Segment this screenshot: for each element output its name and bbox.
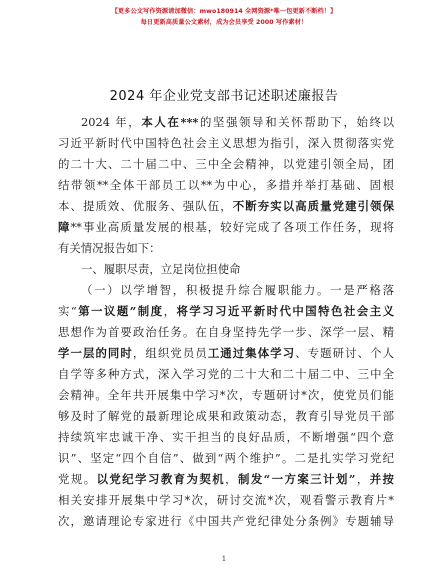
text-run: 相关安排开展集中学习*次，研讨交流*次，观看警示教育片* (58, 493, 394, 507)
bold-text-run: 学一层的同时 (58, 346, 133, 360)
text-line (58, 217, 394, 238)
text-run: 持续筑牢忠诚干净、实干担当的良好品质，不断增强“四个意 (58, 430, 394, 444)
promo-banner (0, 6, 448, 28)
text-line (58, 196, 394, 217)
text-line (58, 469, 394, 490)
text-line (58, 511, 394, 532)
text-run: ， (163, 304, 177, 318)
paragraph (58, 112, 394, 259)
bold-text-run: 本人在*** (141, 115, 199, 129)
text-run: （一）以学增智，积极提升综合履职能力。一是严格落 (81, 283, 394, 297)
text-run: 会精神。全年共开展集中学习*次，专题研讨*次，使党员们能 (58, 388, 394, 402)
bold-text-run: 工通过集体学习 (207, 346, 296, 360)
text-line (58, 364, 394, 385)
text-line (58, 238, 394, 259)
text-line (58, 154, 394, 175)
text-line (58, 322, 394, 343)
text-run: 2024 年， (81, 115, 142, 129)
text-run: 、专题研讨、个人 (295, 346, 394, 360)
document-title: 2024 年企业党支部书记述职述廉报告 (109, 89, 339, 104)
text-line (58, 490, 394, 511)
text-run: 习近平新时代中国特色社会主义思想为指引，深入贯彻落实党 (58, 136, 394, 150)
text-line (58, 175, 394, 196)
promo-line-1: 【更多公文写作资源请加微信：mwo180914 全网资源*唯一包更新不断档！】 (111, 8, 337, 15)
text-line (58, 259, 394, 280)
text-run: ， (355, 472, 370, 486)
bold-text-run: 障 (58, 220, 71, 234)
text-line (58, 343, 394, 364)
text-line (58, 280, 394, 301)
text-line (58, 406, 394, 427)
promo-line-2: 每日更新高质量公文素材，成为会员享受 2000 写作素材！ (140, 19, 308, 26)
text-run: 结带领**全体干部员工以**为中心，多措并举打基础、固根 (58, 178, 394, 192)
bold-text-run: 并按 (369, 472, 394, 486)
text-run: 本、提质效、优服务、强队伍， (58, 199, 233, 213)
bold-text-run: 制发“一方案三计划” (237, 472, 356, 486)
text-run: ， (225, 472, 238, 486)
page-number: 1 (221, 555, 227, 563)
text-run: 实“ (58, 304, 77, 318)
text-run: 的二十大、二十届二中、三中全会精神，以党建引领全局，团 (58, 157, 394, 171)
text-run: 思想作为首要政治任务。在自身坚持先学一步、深学一层、精 (58, 325, 394, 339)
text-line (58, 427, 394, 448)
text-run: ，组织党员员 (132, 346, 208, 360)
text-run: 有关情况报告如下： (58, 241, 161, 255)
bold-text-run: 不断夯实以高质量党建引领保 (232, 199, 394, 213)
text-run: **事业高质量发展的根基，较好完成了各项工作任务，现将 (70, 220, 394, 234)
text-line (58, 301, 394, 322)
paragraph (58, 280, 394, 532)
text-run: 次，邀请理论专家进行《中国共产党纪律处分条例》专题辅导 (58, 514, 394, 528)
text-line (58, 448, 394, 469)
text-run: 够及时了解党的最新理论成果和政策动态，教育引导党员干部 (58, 409, 394, 423)
text-line (58, 112, 394, 133)
document-body (58, 112, 394, 532)
section-heading (58, 259, 394, 280)
bold-text-run: 以党纪学习教育为契机 (96, 472, 226, 486)
text-line (58, 385, 394, 406)
text-run: 识”、坚定“四个自信”、做到“两个维护”。二是扎实学习党纪 (58, 451, 394, 465)
text-run: 党规。 (58, 472, 97, 486)
text-run: 一、履职尽责，立足岗位担使命 (81, 262, 241, 276)
bold-text-run: 第一议题”制度 (76, 304, 164, 318)
text-run: 自学等多种方式，深入学习党的二十大和二十届二中、三中全 (58, 367, 394, 381)
text-run: 的坚强领导和关怀帮助下，始终以 (198, 115, 394, 129)
bold-text-run: 将学习习近平新时代中国特色社会主义 (176, 304, 394, 318)
text-line (58, 133, 394, 154)
